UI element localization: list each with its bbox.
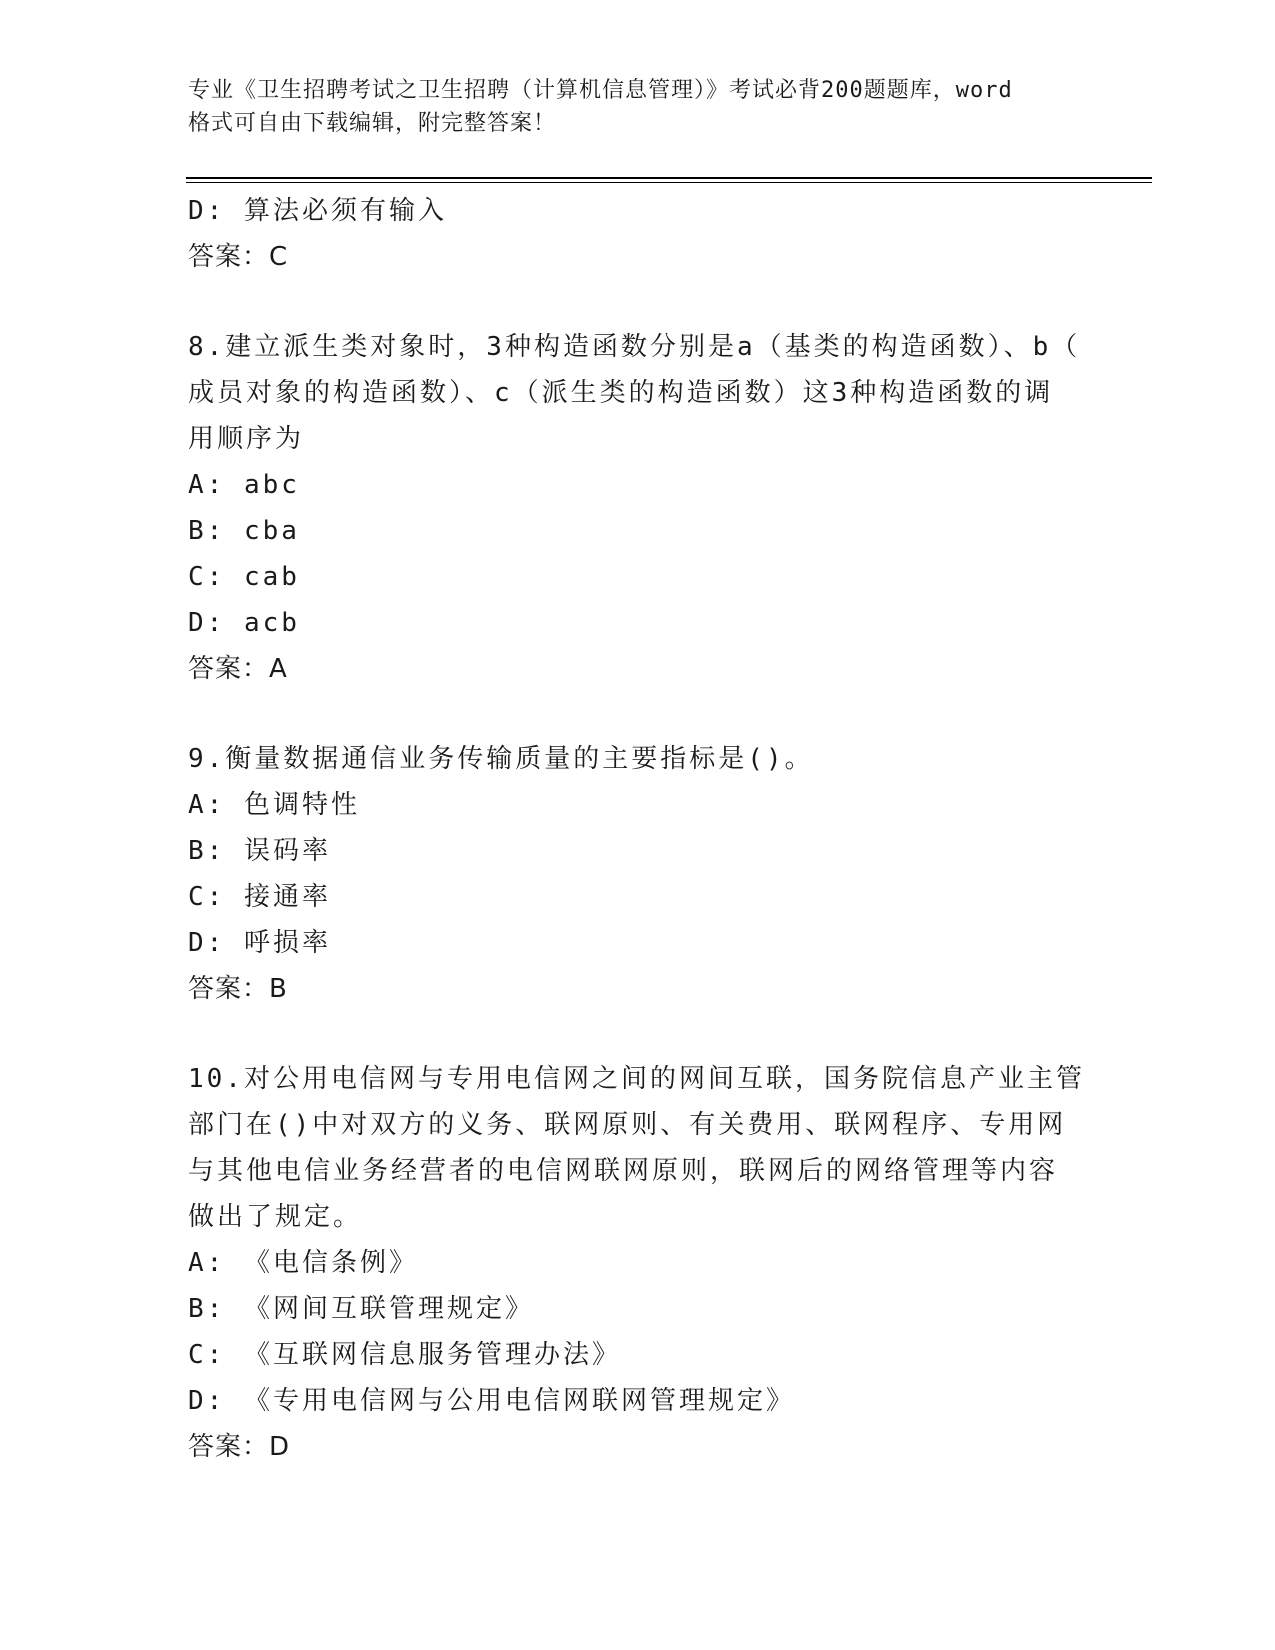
question-text-line: 做出了规定。 (188, 1202, 363, 1232)
option-b: B: 《网间互联管理规定》 (188, 1294, 534, 1324)
spacer (188, 280, 1088, 324)
option-a: A: 《电信条例》 (188, 1248, 418, 1278)
spacer (188, 692, 1088, 736)
answer-line: 答案：D (188, 1432, 291, 1462)
question-text-line: 用顺序为 (188, 424, 305, 454)
option-a: A: abc (188, 470, 300, 500)
header-line-2: 格式可自由下载编辑，附完整答案！ (188, 111, 557, 136)
option-d: D: 算法必须有输入 (188, 196, 447, 226)
document-header (188, 74, 1088, 140)
question-list (188, 188, 1088, 1470)
spacer (188, 1012, 1088, 1056)
option-a: A: 色调特性 (188, 790, 360, 820)
option-b: B: 误码率 (188, 836, 331, 866)
question-text-line: 成员对象的构造函数）、c（派生类的构造函数）这3种构造函数的调 (188, 378, 1054, 408)
header-line-1: 专业《卫生招聘考试之卫生招聘（计算机信息管理）》考试必背200题题库，word (188, 78, 1013, 103)
option-c: C: cab (188, 562, 300, 592)
option-b: B: cba (188, 516, 300, 546)
question-text-line: 8.建立派生类对象时，3种构造函数分别是a（基类的构造函数）、b（ (188, 332, 1081, 362)
answer-line: 答案：A (188, 654, 288, 684)
question-text-line: 部门在()中对双方的义务、联网原则、有关费用、联网程序、专用网 (188, 1110, 1067, 1140)
question-8 (188, 324, 1088, 692)
option-d: D: acb (188, 608, 300, 638)
question-text-line: 与其他电信业务经营者的电信网联网原则，联网后的网络管理等内容 (188, 1156, 1059, 1186)
option-d: D: 呼损率 (188, 928, 331, 958)
question-text-line: 9.衡量数据通信业务传输质量的主要指标是()。 (188, 744, 814, 774)
question-text-line: 10.对公用电信网与专用电信网之间的网间互联，国务院信息产业主管 (188, 1064, 1085, 1094)
header-divider-thin (186, 182, 1152, 183)
header-divider-thick (186, 177, 1152, 179)
answer-line: 答案：B (188, 974, 288, 1004)
question-10 (188, 1056, 1088, 1470)
question-9 (188, 736, 1088, 1012)
option-d: D: 《专用电信网与公用电信网联网管理规定》 (188, 1386, 795, 1416)
answer-line: 答案：C (188, 242, 289, 272)
option-c: C: 接通率 (188, 882, 331, 912)
option-c: C: 《互联网信息服务管理办法》 (188, 1340, 621, 1370)
